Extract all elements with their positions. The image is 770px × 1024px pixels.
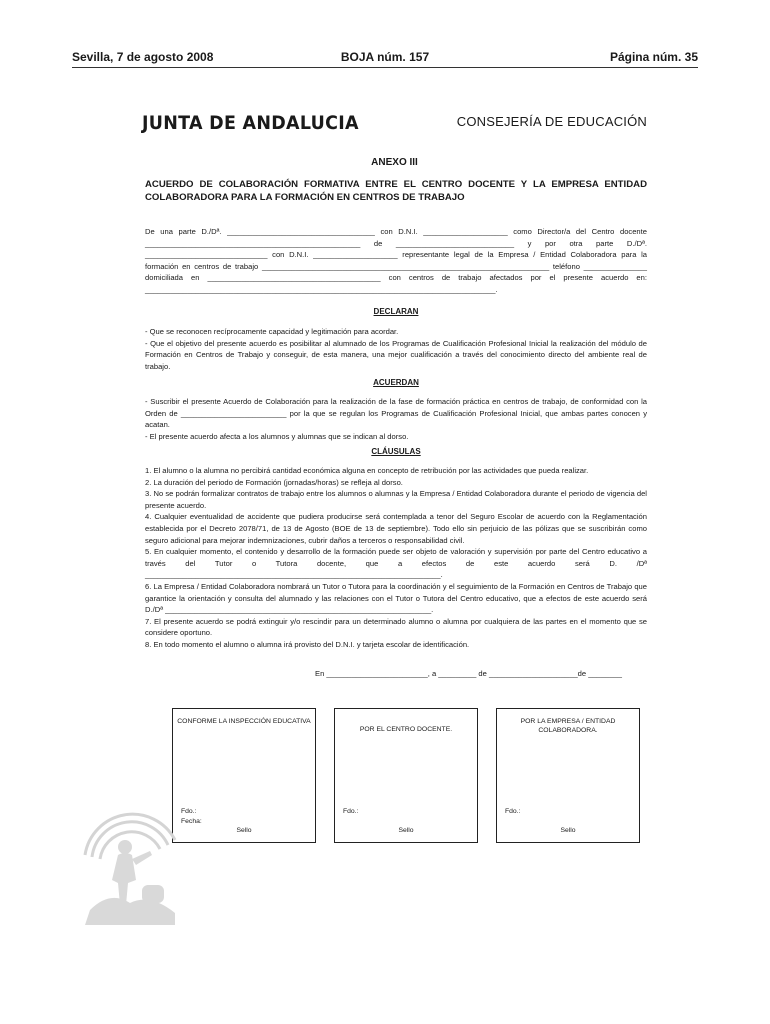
signature-box-school — [334, 708, 478, 843]
signature-box-title: POR EL CENTRO DOCENTE. — [359, 726, 453, 733]
signed-by-label: Fdo.: — [181, 808, 197, 815]
signed-by-label: Fdo.: — [505, 808, 521, 815]
department-name: CONSEJERÍA DE EDUCACIÓN — [456, 114, 647, 129]
header-date: Sevilla, 7 de agosto 2008 — [72, 50, 214, 64]
page-header — [72, 50, 698, 68]
annex-title: ANEXO III — [371, 157, 418, 168]
list-item: 3. No se podrán formalizar contratos de trabajo entre los alumnos o alumnas y la Empresa / Entidad Colaboradora durante el periodo de vigencia del presente acuerdo. — [145, 489, 647, 510]
signature-box-title: POR LA EMPRESA / ENTIDAD COLABORADORA. — [520, 718, 616, 734]
list-item: - Que se reconocen recíprocamente capacidad y legitimación para acordar. — [145, 327, 399, 336]
clauses-list — [145, 465, 647, 651]
stamp-label: Sello — [398, 827, 414, 834]
header-divider — [72, 67, 698, 68]
list-item: 5. En cualquier momento, el contenido y desarrollo de la formación puede ser objeto de valoración y supervisión por parte del Centro educativo a través del Tutor o Tutora docente, que a efectos de este acuerdo será D. /Dª ______________________________________________________________________. — [145, 547, 647, 580]
list-item: 2. La duración del periodo de Formación (jornadas/horas) se refleja al dorso. — [145, 477, 403, 487]
signature-box-company — [496, 708, 640, 843]
list-item: - Que el objetivo del presente acuerdo es posibilitar al alumnado de los Programas de Cualificación Profesional Inicial la realización del módulo de Formación en Centros de Trabajo y conseguir, de esta manera, una mejor cualificación a través del conocimiento directo del ambiente real de trabajo. — [145, 338, 647, 371]
agree-heading: ACUERDAN — [373, 378, 419, 387]
list-item: 6. La Empresa / Entidad Colaboradora nombrará un Tutor o Tutora para la coordinación y el seguimiento de la Formación en Centros de Trabajo que garantice la orientación y consulta del alumnado y las relaciones con el Tutor o Tutora del Centro educativo, que a efectos de este acuerdo será D./Dª _______________________________________________________________. — [145, 581, 647, 615]
agree-list — [145, 396, 647, 442]
stamp-label: Sello — [236, 827, 252, 834]
signature-fields — [181, 807, 202, 827]
stamp-label: Sello — [560, 827, 576, 834]
declare-list — [145, 326, 647, 372]
list-item: - El presente acuerdo afecta a los alumnos y alumnas que se indican al dorso. — [145, 431, 409, 441]
parties-paragraph: De una parte D./Dª. ___________________________________ con D.N.I. ____________________ como Director/a del Centro docente ___________________________________________________ de ____________________________ y por otra parte D./Dª. _____________________________ con D.N.I. ____________________ representante legal de la Empresa / Entidad Colaboradora para la formación en centros de trabajo ____________________________________________________________________ teléfono _______________ domiciliada en _________________________________________ con centros de trabajo afectados por el presente acuerdo en: ___________________________________________________________________________________. — [145, 227, 647, 294]
header-page-number: Página núm. 35 — [609, 50, 698, 64]
brand-logo-text: JUNTA DE ANDALUCIA — [142, 112, 359, 134]
signature-box-inspection — [172, 708, 316, 843]
signature-fields — [343, 807, 359, 817]
list-item: 4. Cualquier eventualidad de accidente que pudiera producirse será contemplada a tenor del Seguro Escolar de acuerdo con la Reglamentación establecida por el Decreto 2078/71, de 13 de Agosto (BOE de 13 de septiembre). Todo ello sin perjuicio de las pólizas que se suscribirán como seguro adicional para mejorar indemnizaciones, cubrir daños a terceros o responsabilidad civil. — [145, 512, 647, 545]
date-label: Fecha: — [181, 818, 202, 825]
signed-by-label: Fdo.: — [343, 808, 359, 815]
list-item: - Suscribir el presente Acuerdo de Colaboración para la realización de la fase de formación práctica en centros de trabajo, de conformidad con la Orden de _________________________ por la que se regulan los Programas de Cualificación Profesional Inicial, que ambas partes conocen y acatan. — [145, 397, 647, 430]
signature-box-title: CONFORME LA INSPECCIÓN EDUCATIVA — [177, 718, 311, 725]
list-item: 1. El alumno o la alumna no percibirá cantidad económica alguna en concepto de retribución por las actividades que pueda realizar. — [145, 466, 589, 475]
signature-fields — [505, 807, 521, 817]
agreement-title: ACUERDO DE COLABORACIÓN FORMATIVA ENTRE EL CENTRO DOCENTE Y LA EMPRESA ENTIDAD COLABORADORA PARA LA FORMACIÓN EN CENTROS DE TRABAJO — [145, 179, 647, 203]
list-item: 7. El presente acuerdo se podrá extinguir y/o rescindir para un determinado alumno o alumna por cualquiera de las partes en el momento que se considere oportuno. — [145, 616, 647, 638]
list-item: 8. En todo momento el alumno o alumna irá provisto del D.N.I. y tarjeta escolar de identificación. — [145, 639, 470, 649]
clauses-heading: CLÁUSULAS — [371, 447, 421, 456]
declare-heading: DECLARAN — [373, 307, 419, 316]
header-journal: BOJA núm. 157 — [340, 50, 430, 64]
junta-andalucia-emblem-icon — [80, 785, 180, 925]
place-date-line: En ________________________, a _________ de _____________________de ________ — [315, 669, 623, 678]
